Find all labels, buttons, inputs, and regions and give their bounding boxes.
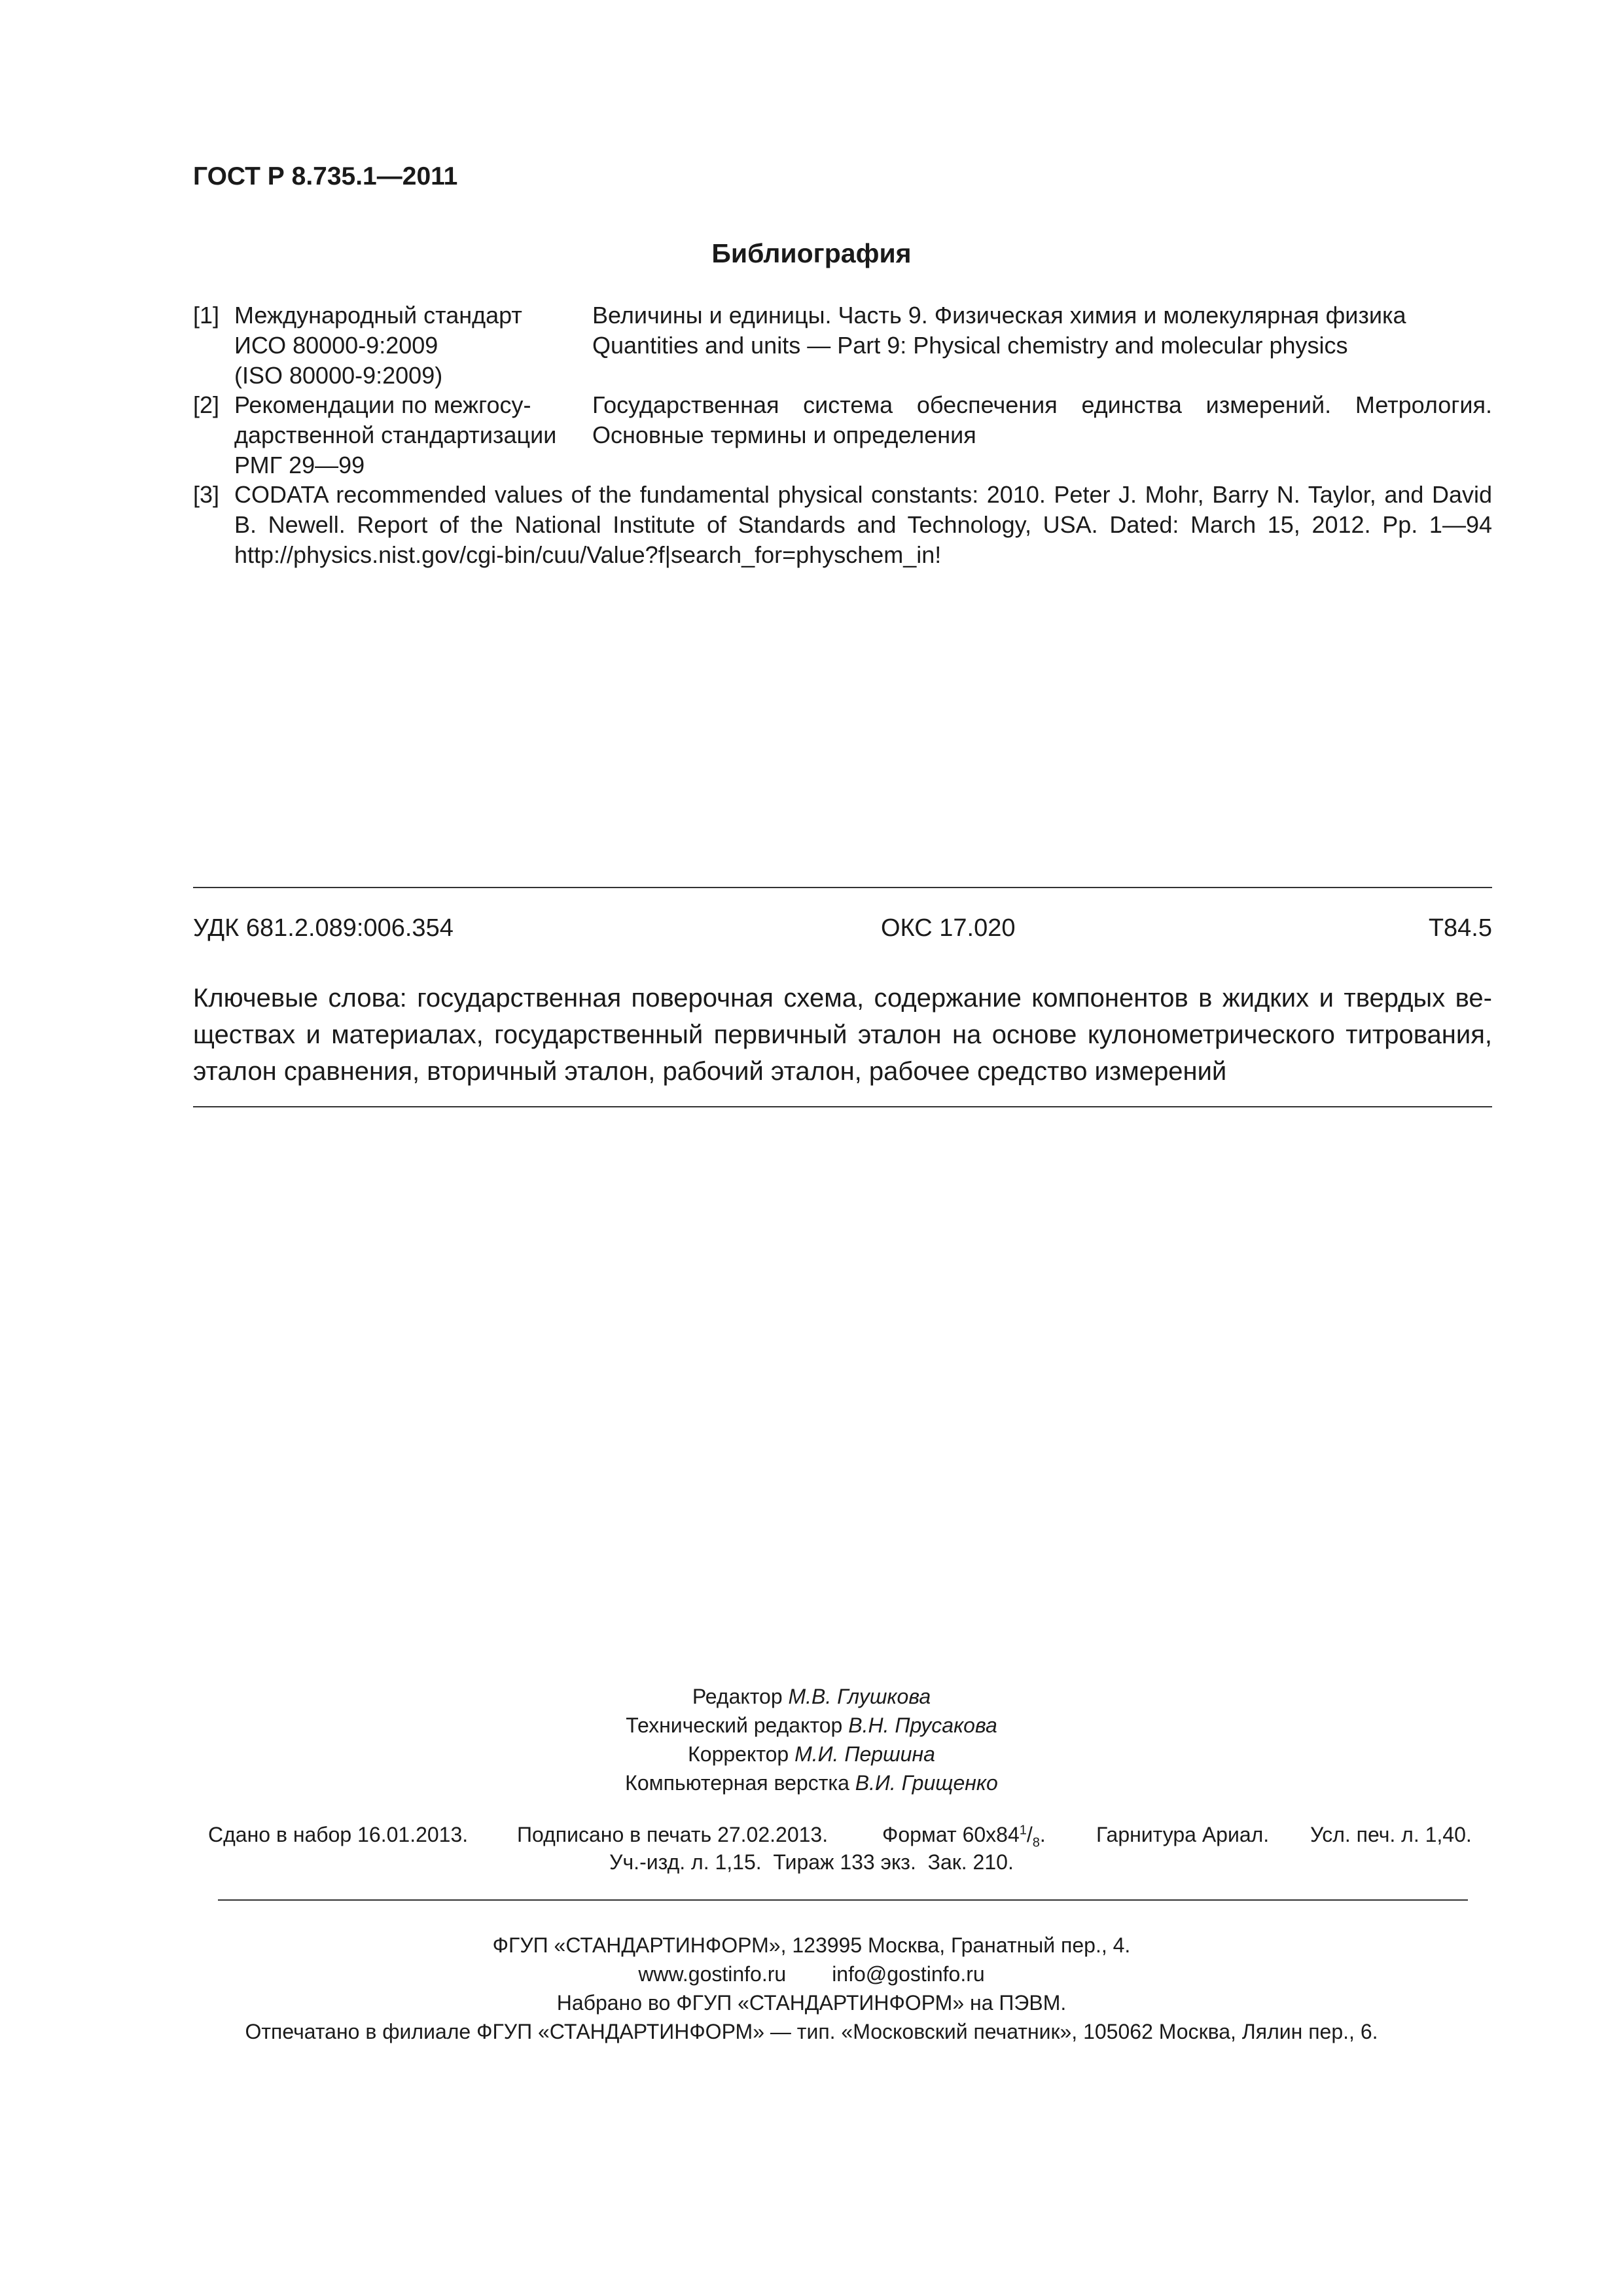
entry-source-line: ИСО 80000-9:2009	[234, 332, 438, 359]
entry-number: [2]	[193, 391, 220, 418]
entry-full-text	[234, 480, 1492, 570]
keywords-line: ществах и материалах, государственный первичный эталон на основе кулонометрического титрования,	[193, 1020, 1492, 1049]
entry-url: http://physics.nist.gov/cgi-bin/cuu/Value?f|search_for=physchem_in!	[234, 541, 942, 568]
format-suffix: .	[1039, 1823, 1046, 1846]
print-sheets: Усл. печ. л. 1,40.	[1310, 1823, 1472, 1846]
entry-source-line: дарственной стандартизации	[234, 422, 557, 448]
bibliography-entry-2	[0, 390, 1623, 482]
keywords-line: Ключевые слова: государственная поверочная схема, содержание компонентов в жидких и твердых ве-	[193, 984, 1492, 1013]
publisher-email[interactable]: info@gostinfo.ru	[832, 1962, 985, 1986]
credit-layout	[0, 1768, 1623, 1797]
credit-role: Технический редактор	[626, 1713, 843, 1737]
credit-name: М.В. Глушкова	[788, 1685, 931, 1708]
print-signed: Подписано в печать 27.02.2013.	[517, 1823, 829, 1846]
credit-role: Редактор	[692, 1685, 783, 1708]
udk-code: УДК 681.2.089:006.354	[193, 914, 454, 942]
divider-bottom	[193, 1106, 1492, 1107]
entry-text-line: B. Newell. Report of the National Institute of Standards and Technology, USA. Dated: March 15, 2012. Pp. 1—94	[234, 511, 1492, 538]
entry-source	[234, 300, 575, 391]
entry-number: [1]	[193, 302, 220, 329]
divider-print	[218, 1899, 1468, 1901]
entry-description-line: Величины и единицы. Часть 9. Физическая химия и молекулярная физика	[592, 302, 1406, 329]
format-sub: 8	[1032, 1835, 1040, 1850]
entry-description	[592, 390, 1492, 450]
oks-code: ОКС 17.020	[881, 914, 1016, 942]
entry-source-line: РМГ 29—99	[234, 452, 365, 478]
format-sup: 1	[1019, 1823, 1027, 1838]
credit-name: В.И. Грищенко	[855, 1771, 998, 1795]
print-typeface: Гарнитура Ариал.	[1096, 1823, 1270, 1846]
publisher-printed: Отпечатано в филиале ФГУП «СТАНДАРТИНФОРМ» — тип. «Московский печатник», 105062 Москва, Лялин пер., 6.	[245, 2020, 1378, 2043]
document-id: ГОСТ Р 8.735.1—2011	[193, 162, 458, 190]
credit-name: М.И. Першина	[794, 1742, 935, 1766]
entry-description	[592, 300, 1492, 361]
bibliography-entry-1	[0, 300, 1623, 392]
circulation: Тираж 133 экз.	[773, 1850, 916, 1874]
entry-text-line: CODATA recommended values of the fundamental physical constants: 2010. Peter J. Mohr, Barry N. Taylor, and David	[234, 481, 1492, 508]
publisher-website[interactable]: www.gostinfo.ru	[638, 1962, 787, 1986]
credit-name: В.Н. Прусакова	[848, 1713, 997, 1737]
entry-source-line: Международный стандарт	[234, 302, 522, 329]
print-line-2	[0, 1850, 1623, 1874]
keywords-block	[193, 980, 1492, 1090]
credit-role: Корректор	[688, 1742, 789, 1766]
classifier-code: Т84.5	[1428, 914, 1492, 942]
entry-source	[234, 390, 575, 480]
credit-tech-editor	[0, 1711, 1623, 1740]
credit-editor	[0, 1682, 1623, 1711]
bibliography-title: Библиография	[711, 238, 912, 268]
order-number: Зак. 210.	[927, 1850, 1014, 1874]
entry-source-line: Рекомендации по межгосу-	[234, 391, 531, 418]
entry-number: [3]	[193, 481, 220, 508]
format-text: Формат 60x84	[882, 1823, 1020, 1846]
entry-description-line: Quantities and units — Part 9: Physical chemistry and molecular physics	[592, 332, 1348, 359]
publisher-typeset: Набрано во ФГУП «СТАНДАРТИНФОРМ» на ПЭВМ.	[556, 1991, 1067, 2015]
publisher-address: ФГУП «СТАНДАРТИНФОРМ», 123995 Москва, Гранатный пер., 4.	[492, 1933, 1131, 1957]
credits-block	[0, 1682, 1623, 1797]
keywords-line: эталон сравнения, вторичный эталон, рабочий эталон, рабочее средство измерений	[193, 1057, 1227, 1086]
entry-description-line: Основные термины и определения	[592, 422, 976, 448]
print-format: Формат $60x84^1/_8$.	[882, 1823, 1046, 1850]
bibliography-entry-3	[0, 480, 1623, 571]
entry-source-line: (ISO 80000-9:2009)	[234, 362, 443, 389]
credit-role: Компьютерная верстка	[625, 1771, 849, 1795]
credit-proofreader	[0, 1740, 1623, 1768]
publish-sheets: Уч.-изд. л. 1,15.	[609, 1850, 762, 1874]
publisher-block	[0, 1931, 1623, 2046]
print-submitted: Сдано в набор 16.01.2013.	[208, 1823, 469, 1846]
divider-top	[193, 887, 1492, 888]
publisher-contacts	[0, 1960, 1623, 1988]
entry-description-line: Государственная система обеспечения единства измерений. Метрология.	[592, 391, 1492, 418]
